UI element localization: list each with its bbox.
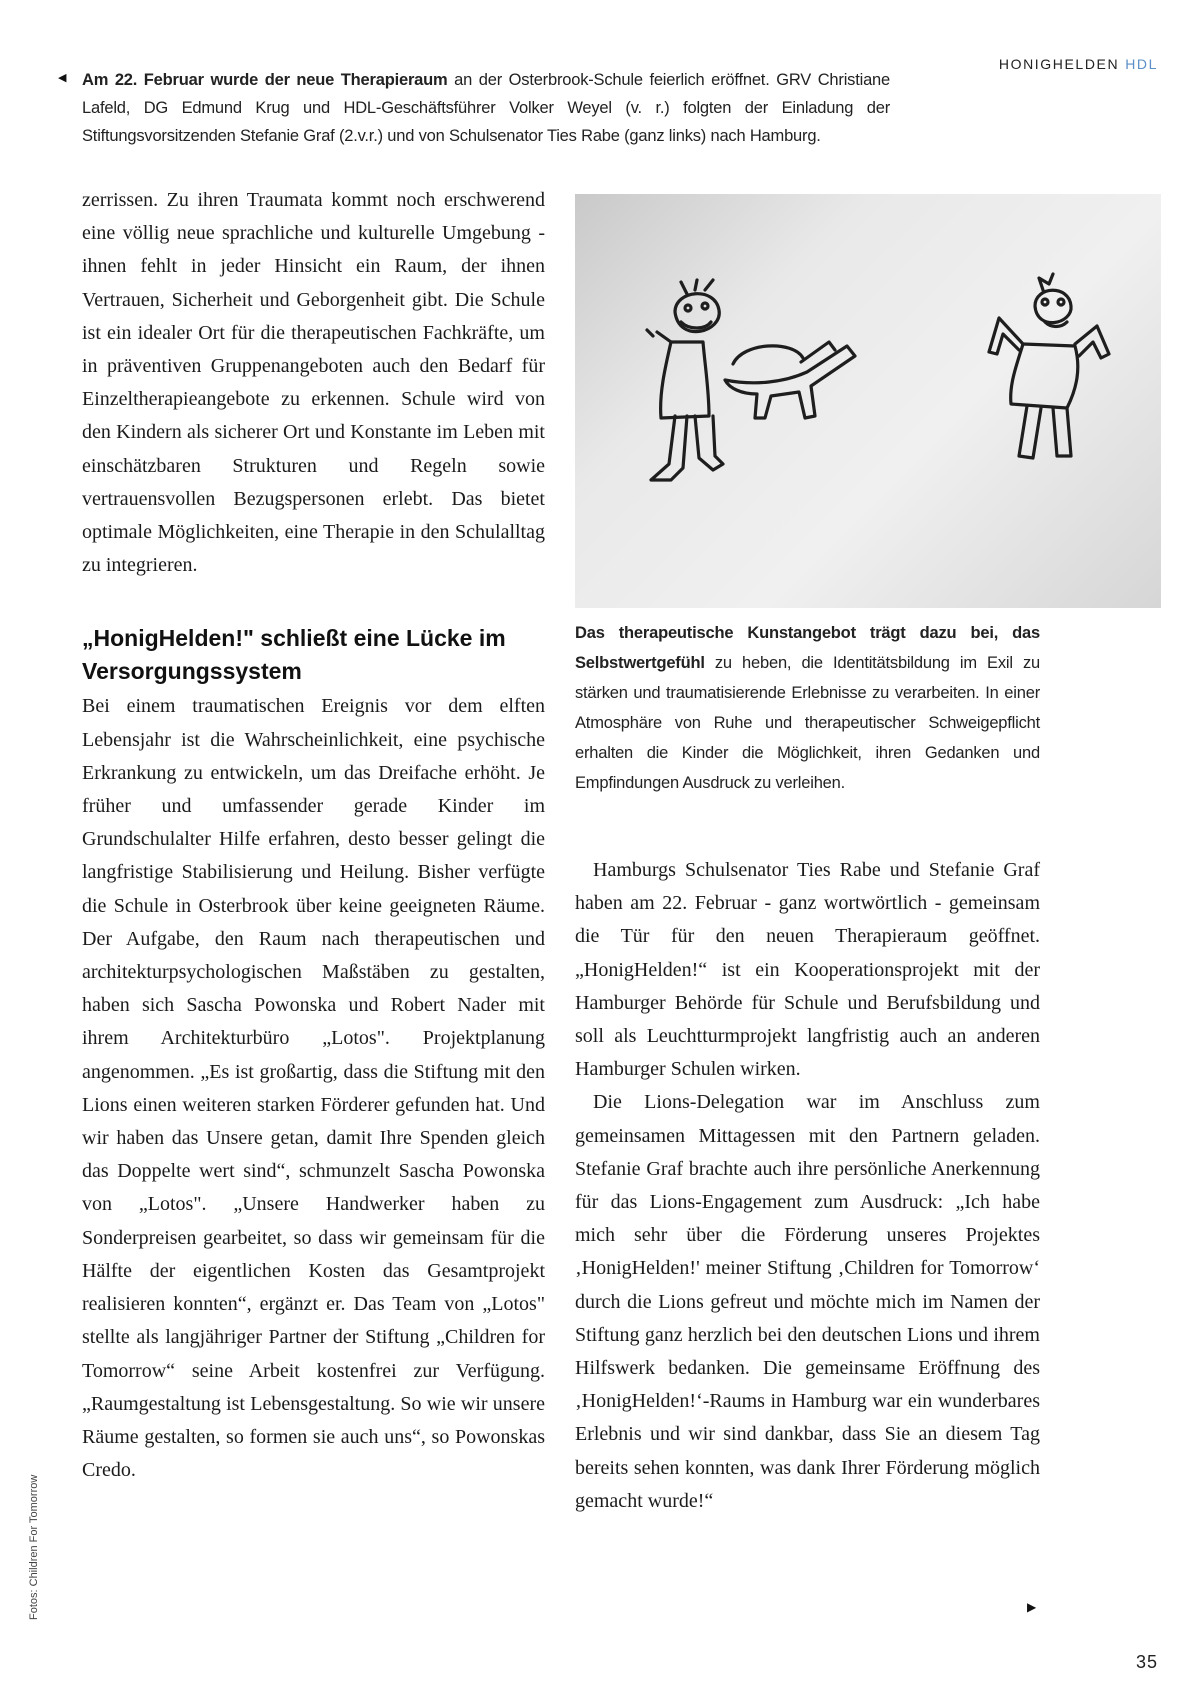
- drawing-caption-lead: Das therapeutische Kunstangebot trägt dazu bei, das Selbstwertgefühl: [575, 624, 1040, 672]
- right-paragraph-1: Hamburgs Schulsenator Ties Rabe und Stefanie Graf haben am 22. Februar - ganz wortwörtlich - gemeinsam die Tür für den neuen Therapieraum geöffnet. „HonigHelden!“ ist ein Kooperationsprojekt mit der Hamburger Behörde für Schule und Berufsbildung und soll als Leuchtturmprojekt langfristig auch an anderen Hamburger Schulen wirken.: [575, 859, 1040, 1081]
- drawing-caption: [575, 618, 1040, 798]
- header-brand: [999, 56, 1158, 72]
- page-number: 35: [1135, 1652, 1158, 1672]
- child-drawing-illustration: [575, 194, 1161, 608]
- triangle-left-icon: ◀: [58, 72, 67, 84]
- photo-credit: Fotos: Children For Tomorrow: [28, 1474, 40, 1620]
- top-photo-caption: [82, 66, 890, 150]
- triangle-right-icon: ▶: [1027, 1600, 1037, 1614]
- top-caption-text: an der Osterbrook-Schule feierlich eröffnet. GRV Christiane Lafeld, DG Edmund Krug und HDL-Geschäftsführer Volker Weyel (v. r.) folgten der Einladung der Stiftungsvorsitzenden Stefanie Graf (2.v.r.) und von Schulsenator Ties Rabe (ganz links) nach Hamburg.: [82, 71, 891, 145]
- top-caption-lead: Am 22. Februar wurde der neue Therapieraum: [82, 71, 448, 89]
- left-column: [82, 184, 545, 1487]
- child-drawing-photo: [575, 194, 1161, 608]
- drawing-caption-paragraph: [575, 618, 1040, 798]
- header-brand-accent: HDL: [1125, 56, 1158, 72]
- left-paragraph-1: zerrissen. Zu ihren Traumata kommt noch erschwerend eine völlig neue sprachliche und kulturelle Umgebung - ihnen fehlt in jeder Hinsicht ein Raum, der ihnen Vertrauen, Sicherheit und Geborgenheit gibt. Die Schule ist ein idealer Ort für die therapeutischen Fachkräfte, um in präventiven Gruppenangeboten auch den Bedarf für Einzeltherapieangebote zu erkennen. Schule wird von den Kindern als sicherer Ort und Konstante im Leben mit einschätzbaren Strukturen und Regeln sowie vertrauensvollen Bezugspersonen erlebt. Das bietet optimale Möglichkeiten, eine Therapie in den Schulalltag zu integrieren.: [82, 189, 545, 577]
- section-heading: „HonigHelden!" schließt eine Lücke im Versorgungssystem: [82, 625, 506, 685]
- left-paragraph-2: Bei einem traumatischen Ereignis vor dem elften Lebensjahr ist die Wahrscheinlichkeit, eine psychische Erkrankung zu entwickeln, um das Dreifache erhöht. Je früher und umfassender gerade Kinder im Grundschulalter Hilfe erfahren, desto besser gelingt die langfristige Stabilisierung und Heilung. Bisher verfügte die Schule in Osterbrook über keine geeigneten Räume. Der Aufgabe, den Raum nach therapeutischen und architekturpsychologischen Maßstäben zu gestalten, haben sich Sascha Powonska und Robert Nader mit ihrem Architekturbüro „Lotos". Projektplanung angenommen. „Es ist großartig, dass die Stiftung mit den Lions einen weiteren starken Förderer gefunden hat. Und wir haben das Unsere getan, damit Ihre Spenden gleich das Doppelte wert sind“, schmunzelt Sascha Powonska von „Lotos". „Unsere Handwerker haben zu Sonderpreisen gearbeitet, so dass wir gemeinsam für die Hälfte der eigentlichen Kosten das Gesamtprojekt realisieren konnten“, ergänzt er. Das Team von „Lotos" stellte als langjähriger Partner der Stiftung „Children for Tomorrow“ seine Arbeit kostenfrei zur Verfügung. „Raumgestaltung ist Lebensgestaltung. So wie wir unsere Räume gestalten, so formen sie auch uns“, so Powonskas Credo.: [82, 695, 545, 1482]
- drawing-caption-text: zu heben, die Identitätsbildung im Exil zu stärken und traumatisierende Erlebnisse zu verarbeiten. In einer Atmosphäre von Ruhe und therapeutischer Schweigepflicht erhalten die Kinder die Möglichkeit, ihren Gedanken und Empfindungen Ausdruck zu verleihen.: [575, 654, 1040, 792]
- right-column: [575, 854, 1040, 1518]
- header-brand-name: HONIGHELDEN: [998, 56, 1120, 72]
- right-paragraph-2: Die Lions-Delegation war im Anschluss zum gemeinsamen Mittagessen mit den Partnern geladen. Stefanie Graf brachte auch ihre persönliche Anerkennung für das Lions-Engagement zum Ausdruck: „Ich habe mich sehr über die Förderung unseres Projektes ‚HonigHelden!' meiner Stiftung ‚Children for Tomorrow‘ durch die Lions gefreut und möchte mich im Namen der Stiftung ganz herzlich bei den deutschen Lions und ihrem Hilfswerk bedanken. Die gemeinsame Eröffnung des ‚HonigHelden!‘-Raums in Hamburg war ein wunderbares Erlebnis und wir sind dankbar, dass Sie an diesem Tag bereits sehen konnten, was dank Ihrer Förderung möglich gemacht wurde!“: [575, 1091, 1040, 1512]
